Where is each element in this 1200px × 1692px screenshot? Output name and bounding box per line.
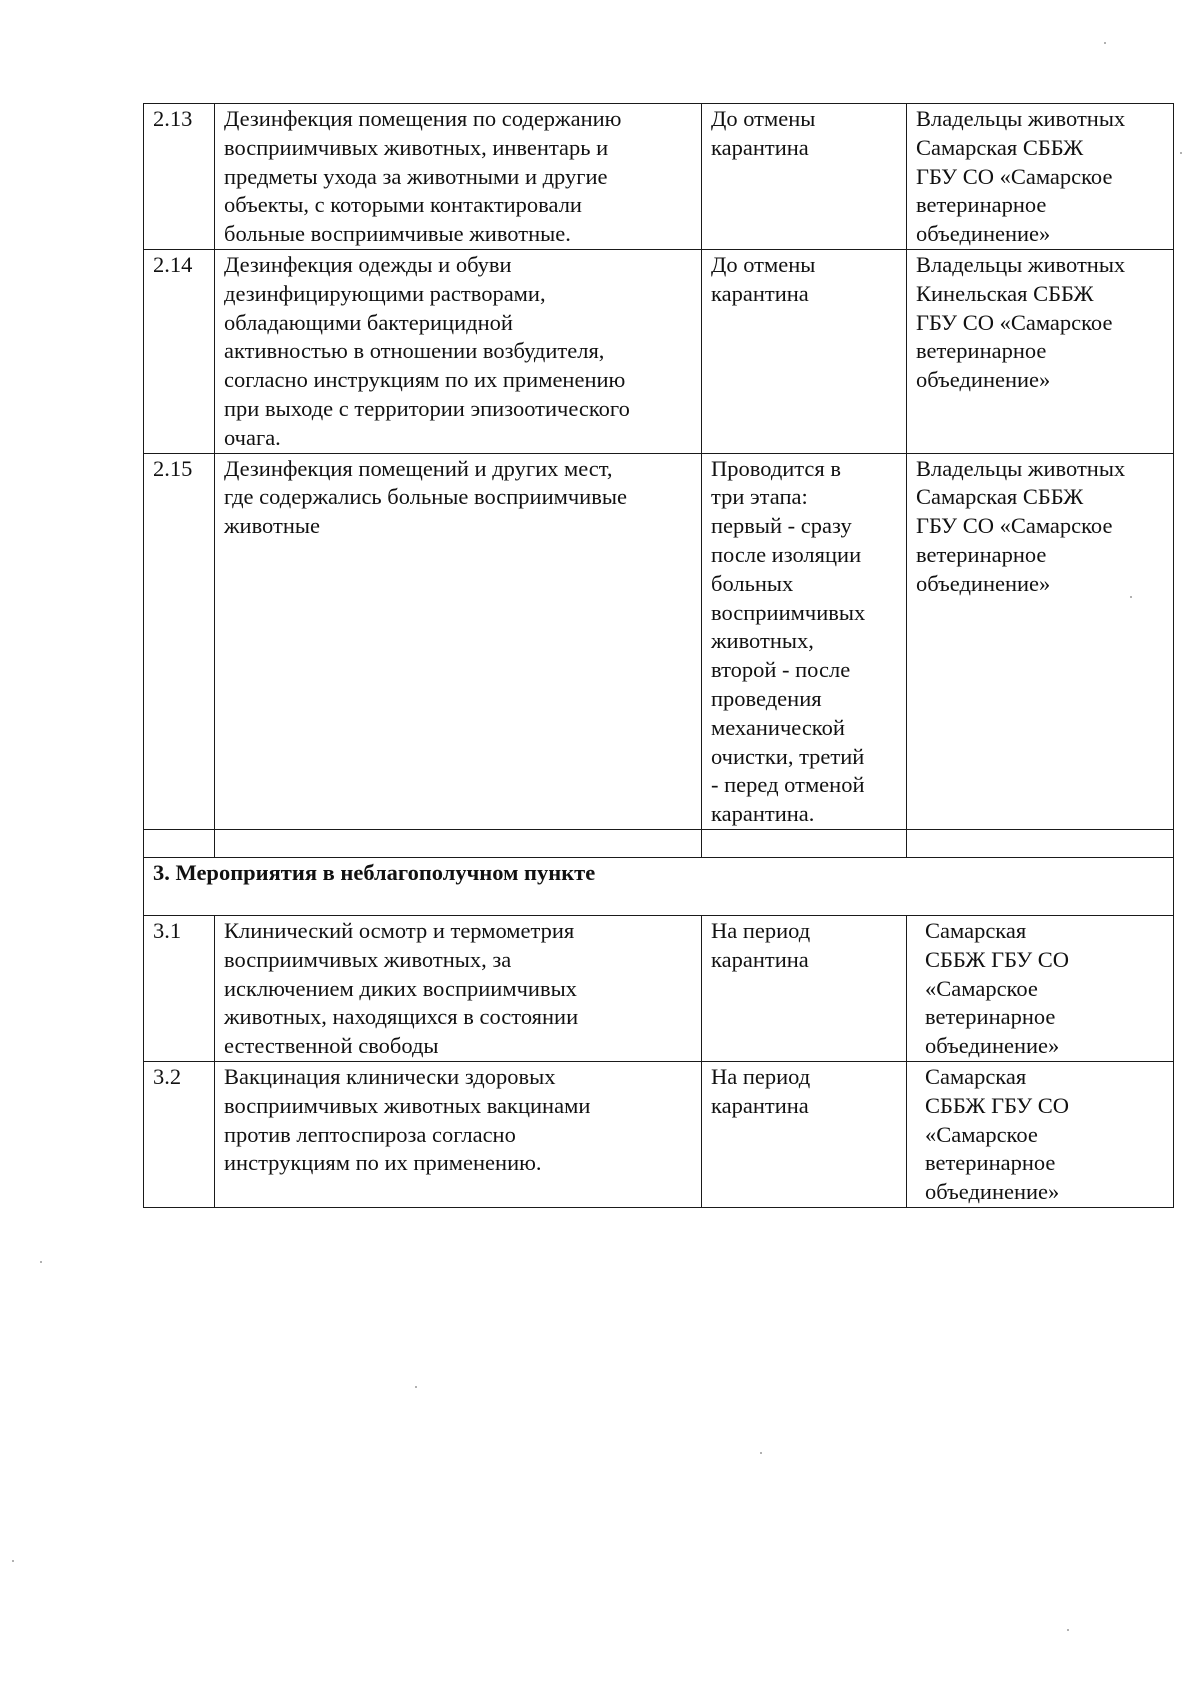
responsible-text: Самарская СББЖ ГБУ СО «Самарское ветеринарное объединение» bbox=[907, 1061, 1174, 1207]
empty-cell bbox=[702, 829, 907, 857]
measure-text: Дезинфекция помещения по содержанию восприимчивых животных, инвентарь и предметы ухода за животными и другие объекты, с которыми контактировали больные восприимчивые животные. bbox=[215, 104, 702, 250]
responsible-text: Самарская СББЖ ГБУ СО «Самарское ветеринарное объединение» bbox=[907, 915, 1174, 1061]
measure-text: Дезинфекция помещений и других мест, где содержались больные восприимчивые животные bbox=[215, 453, 702, 829]
term-text: На период карантина bbox=[702, 1061, 907, 1207]
scan-speck bbox=[1067, 1629, 1069, 1631]
scan-speck bbox=[1104, 42, 1106, 44]
measure-text: Вакцинация клинически здоровых восприимчивых животных вакцинами против лептоспироза согласно инструкциям по их применению. bbox=[215, 1061, 702, 1207]
scan-speck bbox=[760, 1452, 762, 1454]
row-number: 2.15 bbox=[144, 453, 215, 829]
empty-cell bbox=[907, 829, 1174, 857]
measure-text: Дезинфекция одежды и обуви дезинфицирующими растворами, обладающими бактерицидной активностью в отношении возбудителя, согласно инструкциям по их применению при выходе с территории эпизоотического очага. bbox=[215, 249, 702, 453]
scan-speck bbox=[1180, 152, 1182, 154]
row-number: 2.13 bbox=[144, 104, 215, 250]
scan-speck bbox=[1130, 596, 1132, 598]
row-number: 3.2 bbox=[144, 1061, 215, 1207]
term-text: До отмены карантина bbox=[702, 104, 907, 250]
scan-speck bbox=[415, 1386, 417, 1388]
empty-row bbox=[144, 829, 1174, 857]
row-number: 3.1 bbox=[144, 915, 215, 1061]
responsible-text: Владельцы животных Самарская СББЖ ГБУ СО «Самарское ветеринарное объединение» bbox=[907, 104, 1174, 250]
responsible-text: Владельцы животных Самарская СББЖ ГБУ СО «Самарское ветеринарное объединение» bbox=[907, 453, 1174, 829]
empty-cell bbox=[144, 829, 215, 857]
section-3-title: 3. Мероприятия в неблагополучном пункте bbox=[144, 857, 1174, 915]
scan-speck bbox=[12, 1560, 14, 1562]
table-row bbox=[144, 915, 1174, 1061]
responsible-text: Владельцы животных Кинельская СББЖ ГБУ СО «Самарское ветеринарное объединение» bbox=[907, 249, 1174, 453]
measure-text: Клинический осмотр и термометрия восприимчивых животных, за исключением диких восприимчивых животных, находящихся в состоянии естественной свободы bbox=[215, 915, 702, 1061]
row-number: 2.14 bbox=[144, 249, 215, 453]
table-row bbox=[144, 453, 1174, 829]
table-row bbox=[144, 104, 1174, 250]
table-row bbox=[144, 1061, 1174, 1207]
term-text: До отмены карантина bbox=[702, 249, 907, 453]
table-row bbox=[144, 249, 1174, 453]
term-text: На период карантина bbox=[702, 915, 907, 1061]
scan-speck bbox=[40, 1261, 42, 1263]
term-text: Проводится в три этапа: первый - сразу после изоляции больных восприимчивых животных, второй - после проведения механической очистки, третий - перед отменой карантина. bbox=[702, 453, 907, 829]
section-header-row bbox=[144, 857, 1174, 915]
measures-table bbox=[143, 103, 1174, 1208]
empty-cell bbox=[215, 829, 702, 857]
